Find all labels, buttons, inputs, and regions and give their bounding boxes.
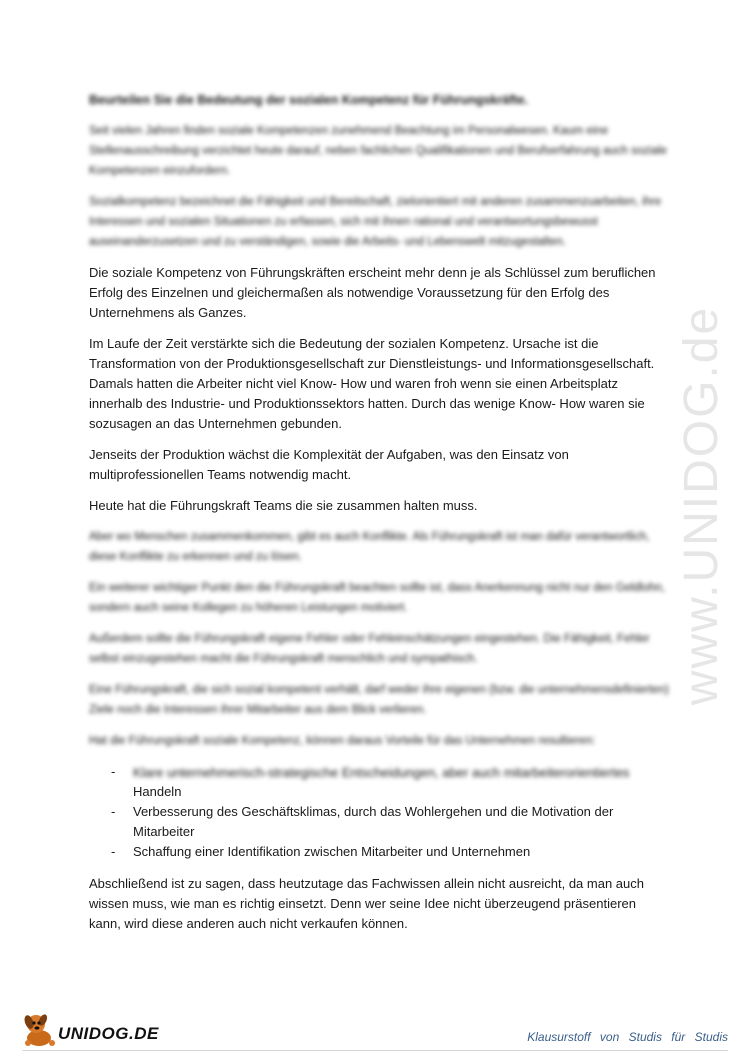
conclusion-paragraph: Abschließend ist zu sagen, dass heutzutage das Fachwissen allein nicht ausreicht, da man auch wissen muss, wie man es richtig einsetzt. Denn wer seine Idee nicht überzeugend präsentieren kann, wird diese anderen auch nicht verkaufen können. xyxy=(89,876,644,931)
paragraph-2: Im Laufe der Zeit verstärkte sich die Bedeutung der sozialen Kompetenz. Ursache ist die Transformation von der Produktionsgesellschaft zur Dienstleistungs- und Informationsgesellschaft. Damals hatten die Arbeiter nicht viel Know- How und waren froh wenn sie einen Arbeitsplatz innerhalb des Industrie- und Produktionssektors hatten. Durch das wenige Know- How waren sie sozusagen an das Unternehmen gebunden. xyxy=(89,336,655,431)
paragraph-1: Die soziale Kompetenz von Führungskräften erscheint mehr denn je als Schlüssel zum beruflichen Erfolg des Einzelnen und gleichermaßen als notwendige Voraussetzung für den Erfolg des Unternehmens als Ganzes. xyxy=(89,265,656,320)
document-body xyxy=(89,92,669,945)
list-item-text: Schaffung einer Identifikation zwischen Mitarbeiter und Unternehmen xyxy=(133,844,531,859)
list-item-text: Handeln xyxy=(133,784,182,799)
list-item xyxy=(89,802,669,842)
list-dash: - xyxy=(111,804,116,819)
paragraph-blurred-7: Hat die Führungskraft soziale Kompetenz, können daraus Vorteile für das Unternehmen resultieren: xyxy=(89,735,596,747)
watermark xyxy=(672,270,732,740)
paragraph-blurred-3: Aber wo Menschen zusammenkommen, gibt es auch Konflikte. Als Führungskraft ist man dafür verantwortlich, diese Konflikte zu erkennen und zu lösen. xyxy=(89,531,650,563)
list-item-blurred-text: Klare unternehmerisch-strategische Entscheidungen, aber auch mitarbeiterorientiertes xyxy=(133,765,630,780)
paragraph-blurred-5: Außerdem sollte die Führungskraft eigene Fehler oder Fehleinschätzungen eingestehen. Die Fähigkeit, Fehler selbst einzugestehen macht die Führungskraft menschlich und sympathisch. xyxy=(89,633,650,665)
list-item xyxy=(89,842,669,862)
paragraph-4: Heute hat die Führungskraft Teams die sie zusammen halten muss. xyxy=(89,498,478,513)
paragraph-3: Jenseits der Produktion wächst die Komplexität der Aufgaben, was den Einsatz von multiprofessionellen Teams notwendig macht. xyxy=(89,447,569,482)
paragraph-blurred-1: Seit vielen Jahren finden soziale Kompetenzen zunehmend Beachtung im Personalwesen. Kaum eine Stellenausschreibung verzichtet heute darauf, neben fachlichen Qualifikationen und Berufserfahrung auch soziale Kompetenzen einzufordern. xyxy=(89,125,667,177)
paragraph-blurred-2: Sozialkompetenz bezeichnet die Fähigkeit und Bereitschaft, zielorientiert mit anderen zusammenzuarbeiten, ihre Interessen und sozialen Situationen zu erfassen, sich mit ihnen rational und verantwortungsbewusst auseinanderzusetzen und zu verständigen, sowie die Arbeits- und Lebenswelt mitzugestalten. xyxy=(89,196,662,248)
advantages-list xyxy=(89,762,669,862)
footer-slogan: Klausurstoff von Studis für Studis xyxy=(527,1030,728,1044)
paragraph-blurred-4: Ein weiterer wichtiger Punkt den die Führungskraft beachten sollte ist, dass Anerkennung nicht nur den Geldlohn, sondern auch seine Kollegen zu höheren Leistungen motiviert. xyxy=(89,582,665,614)
list-dash: - xyxy=(111,844,116,859)
list-item xyxy=(89,762,669,802)
document-heading: Beurteilen Sie die Bedeutung der sozialen Kompetenz für Führungskräfte. xyxy=(89,93,528,107)
list-item-text: Verbesserung des Geschäftsklimas, durch das Wohlergehen und die Motivation der Mitarbeiter xyxy=(133,804,614,839)
unidog-logo xyxy=(22,1010,162,1050)
paragraph-blurred-6: Eine Führungskraft, die sich sozial kompetent verhält, darf weder ihre eigenen (bzw. die unternehmensdefinierten) Ziele noch die Interessen ihrer Mitarbeiter aus dem Blick verlieren. xyxy=(89,684,669,716)
footer-divider xyxy=(22,1050,728,1051)
dog-icon xyxy=(22,1010,62,1050)
list-dash: - xyxy=(111,764,116,779)
logo-text: UNIDOG.DE xyxy=(58,1024,159,1043)
watermark-text: www.UNIDOG.de xyxy=(675,305,729,705)
